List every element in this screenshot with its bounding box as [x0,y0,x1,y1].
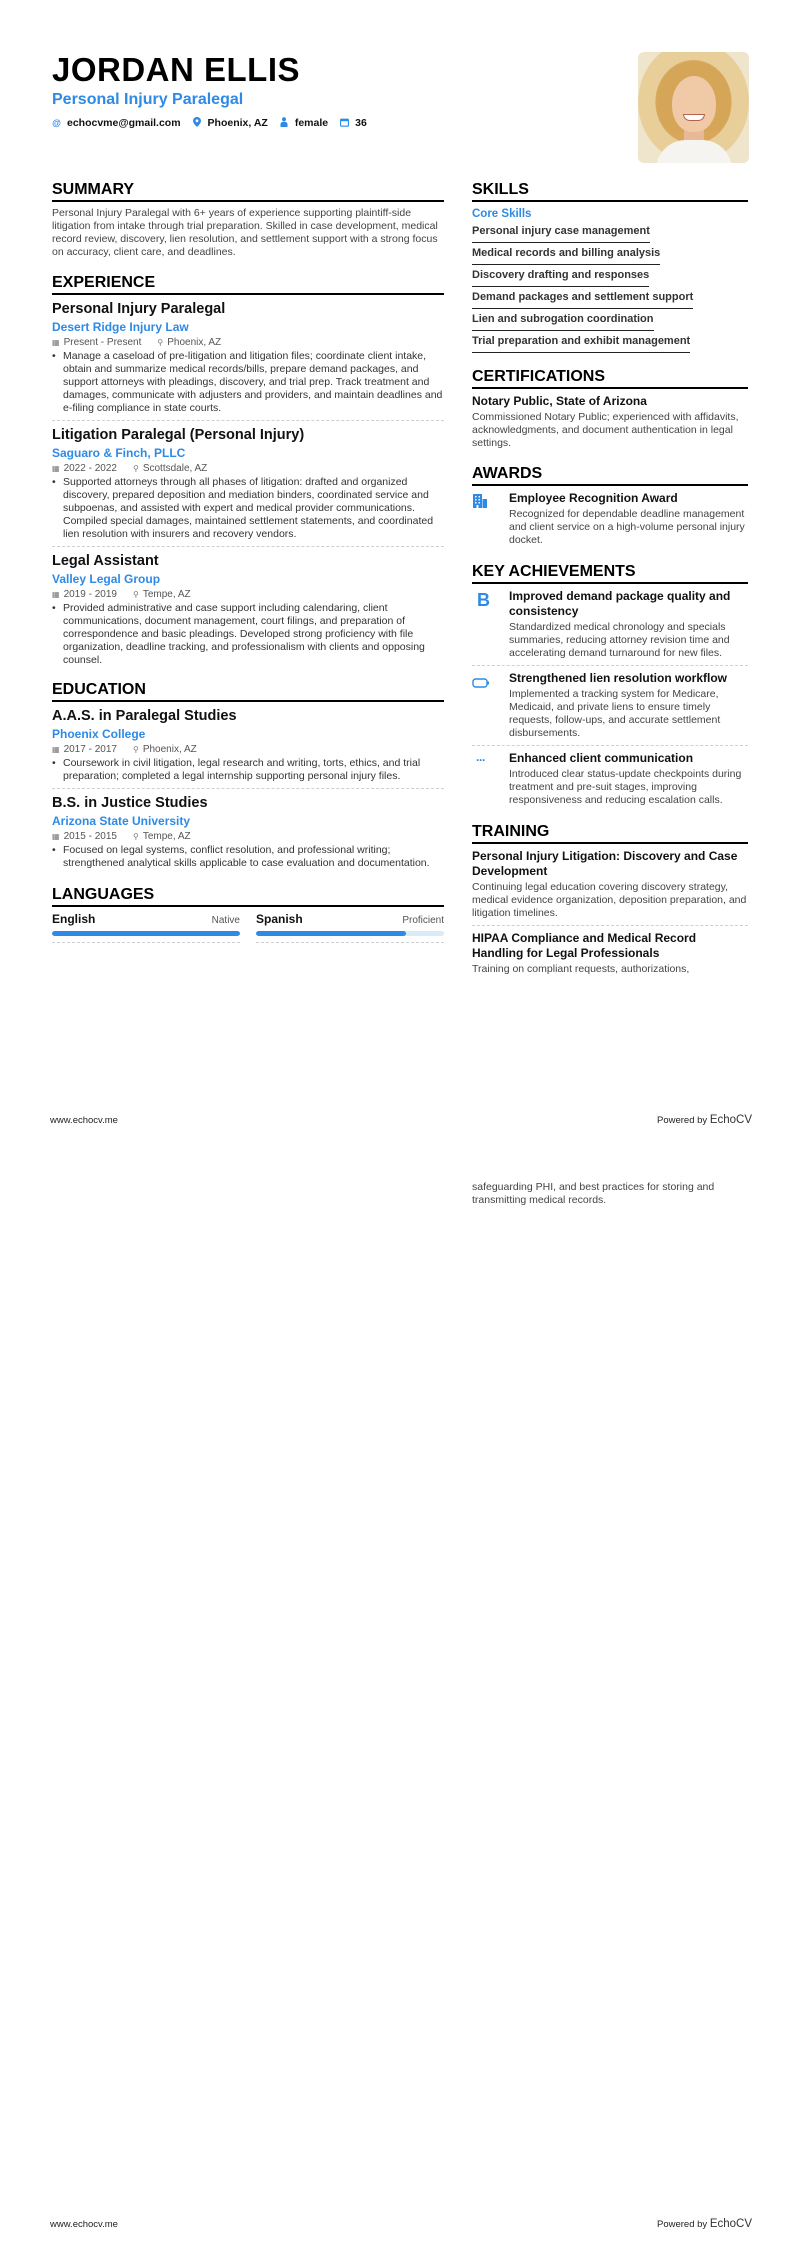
skills-heading: SKILLS [472,180,748,202]
location-pin-icon: ⚲ [157,338,164,347]
page-footer [50,2218,752,2230]
achievement-entry [472,671,748,746]
candidate-name: JORDAN ELLIS [52,51,301,88]
training-entry [472,931,748,981]
summary-text: Personal Injury Paralegal with 6+ years of experience supporting plaintiff-side litigation from intake through trial preparation. Skilled in case development, medical record review, discovery, lien resolution, and settlement support with a strong focus on accuracy, client care, and deadlines. [52,207,438,258]
language-proficiency-fill [256,931,406,936]
training-section [472,822,748,981]
contact-location-value: Phoenix, AZ [207,117,268,129]
job-location-value: Tempe, AZ [142,589,191,600]
education-entry [52,707,444,789]
candidate-title: Personal Injury Paralegal [52,91,244,108]
language-item [256,912,444,943]
language-level: Native [211,915,240,926]
education-meta [52,830,444,843]
achievement-content [509,751,748,807]
training-description: Continuing legal education covering discovery strategy, medical evidence organization, deposition preparation, and litigation timelines. [472,881,747,919]
ellipsis-icon: ··· [476,753,485,767]
education-bullet-text: Focused on legal systems, conflict resolution, and professional writing; strengthened analytical skills applicable to case evaluation and documentation. [63,844,430,869]
job-bullet [52,602,444,667]
job-location-value: Scottsdale, AZ [142,463,208,474]
right-column [472,180,748,986]
education-location-value: Tempe, AZ [142,831,191,842]
bullet-dot: • [52,476,56,488]
job-dates: 2022 - 2022 [63,463,117,474]
footer-powered-label: Powered by [657,1115,708,1126]
education-dates: 2015 - 2015 [63,831,117,842]
calendar-icon [340,118,349,129]
calendar-icon: ▦ [52,745,60,754]
achievements-heading: KEY ACHIEVEMENTS [472,562,748,584]
summary-heading: SUMMARY [52,180,444,202]
achievement-description: Standardized medical chronology and specials summaries, reducing attorney revision time and accelerating demand turnaround for new files. [509,621,730,659]
job-dates: Present - Present [63,337,142,348]
skill-item: Lien and subrogation coordination [472,309,654,331]
footer-powered-label: Powered by [657,2219,708,2230]
summary-section [52,180,444,259]
calendar-icon: ▦ [52,590,60,599]
company-name: Desert Ridge Injury Law [52,320,189,334]
education-bullet-text: Coursework in civil litigation, legal research and writing, torts, ethics, and trial preparation; completed a legal internship supporting personal injury files. [63,757,421,782]
job-bullet [52,350,444,415]
calendar-icon: ▦ [52,464,60,473]
achievement-entry [472,589,748,666]
photo-smile [683,114,705,121]
experience-section [52,273,444,672]
school-name: Phoenix College [52,727,146,741]
language-name: English [52,912,96,926]
job-location-value: Phoenix, AZ [167,337,222,348]
footer-brand[interactable]: EchoCV [709,2218,752,2230]
languages-section [52,885,444,943]
skill-item: Demand packages and settlement support [472,287,693,309]
achievement-content [509,589,748,660]
left-column [52,180,444,943]
education-dates: 2017 - 2017 [63,744,117,755]
bullet-dot: • [52,350,56,362]
achievement-content [509,671,748,740]
certification-title: Notary Public, State of Arizona [472,394,647,408]
training-entry [472,849,748,926]
resume-page-2 [0,1123,794,2246]
education-meta [52,743,444,756]
certification-entry [472,394,748,450]
contact-row [52,117,612,129]
certification-description: Commissioned Notary Public; experienced with affidavits, acknowledgments, and document authentication in legal settings. [472,411,739,449]
job-bullet-text: Supported attorneys through all phases of litigation: drafted and organized discovery, prepared deposition and mediation binders, coordinated service and subpoenas, and assisted with expert and medical provider communications. Compiled special damages, maintained settlement statements, and coordinated lien resolution with insurers and recovery vendors. [63,476,434,540]
achievement-description: Implemented a tracking system for Medicare, Medicaid, and private liens to ensure timely requests, follow-ups, and accurate settlement disbursements. [509,688,721,739]
job-meta [52,462,444,475]
skill-item: Trial preparation and exhibit management [472,331,690,353]
training-heading: TRAINING [472,822,748,844]
education-section [52,680,444,875]
education-location [133,830,191,843]
degree-title: B.S. in Justice Studies [52,795,208,811]
skills-section [472,180,748,353]
achievements-section [472,562,748,812]
education-location-value: Phoenix, AZ [142,744,197,755]
awards-heading: AWARDS [472,464,748,486]
job-title: Litigation Paralegal (Personal Injury) [52,427,305,443]
job-meta [52,588,444,601]
contact-email[interactable] [52,117,181,129]
experience-entry [52,552,444,672]
award-title: Employee Recognition Award [509,491,678,505]
contact-gender-value: female [294,117,329,129]
bullet-dot: • [52,844,56,856]
bullet-dot: • [52,602,56,614]
location-pin-icon: ⚲ [132,832,139,841]
job-location [157,336,221,349]
achievement-title: Strengthened lien resolution workflow [509,671,728,685]
language-proficiency-bar [52,931,240,936]
experience-heading: EXPERIENCE [52,273,444,295]
right-column-continued [472,1181,748,1207]
location-pin-icon: ⚲ [132,590,139,599]
award-entry [472,491,748,552]
training-description-part2: safeguarding PHI, and best practices for storing and transmitting medical records. [472,1181,715,1206]
footer-website-link[interactable]: www.echocv.me [50,2219,118,2230]
training-title: Personal Injury Litigation: Discovery and Case Development [472,849,738,878]
photo-coat [656,140,732,163]
footer-powered-by [657,2218,752,2230]
skill-item: Medical records and billing analysis [472,243,660,265]
education-heading: EDUCATION [52,680,444,702]
contact-email-value: echocvme@gmail.com [67,117,181,129]
language-proficiency-fill [52,931,240,936]
at-icon: @ [52,118,61,128]
location-pin-icon [193,117,202,129]
certifications-section [472,367,748,450]
language-proficiency-bar [256,931,444,936]
job-title: Personal Injury Paralegal [52,301,226,317]
bullet-dot: • [52,757,56,769]
footer-brand[interactable]: EchoCV [709,1114,752,1126]
calendar-icon: ▦ [52,832,60,841]
education-location [133,743,197,756]
experience-entry [52,426,444,547]
company-name: Saguaro & Finch, PLLC [52,446,186,460]
contact-location [193,117,268,129]
job-bullet-text: Provided administrative and case support including calendaring, client communications, document management, court filings, and preparation of correspondence and basic pleadings. Developed strong proficiency with file organization, deadline tracking, and professionalism with clients and opposing counsel. [63,602,425,666]
languages-list [52,912,444,943]
job-dates: 2019 - 2019 [63,589,117,600]
award-description: Recognized for dependable deadline management and client service on a high-volume personal injury docket. [509,508,745,546]
achievement-title: Enhanced client communication [509,751,694,765]
language-header [256,912,444,926]
job-title: Legal Assistant [52,553,159,569]
education-bullet [52,844,444,870]
contact-gender [280,117,328,129]
achievement-entry [472,751,748,812]
skills-subheading: Core Skills [472,208,532,220]
training-title: HIPAA Compliance and Medical Record Handling for Legal Professionals [472,931,697,960]
degree-title: A.A.S. in Paralegal Studies [52,708,237,724]
job-location [133,462,207,475]
language-header [52,912,240,926]
languages-heading: LANGUAGES [52,885,444,907]
job-location [133,588,191,601]
awards-section [472,464,748,552]
photo-face [672,76,716,132]
training-description-part1: Training on compliant requests, authorizations, [472,963,690,975]
education-entry [52,794,444,875]
location-pin-icon: ⚲ [132,464,139,473]
letter-b-icon: B [477,590,490,610]
certifications-heading: CERTIFICATIONS [472,367,748,389]
resume-header [52,52,612,129]
school-name: Arizona State University [52,814,191,828]
contact-age-value: 36 [355,117,367,129]
language-item [52,912,240,943]
location-pin-icon: ⚲ [132,745,139,754]
building-icon [472,491,509,547]
language-name: Spanish [256,912,303,926]
contact-age [340,117,367,129]
experience-entry [52,300,444,421]
skill-item: Discovery drafting and responses [472,265,649,287]
job-bullet [52,476,444,541]
achievement-title: Improved demand package quality and consistency [509,589,731,618]
job-bullet-text: Manage a caseload of pre-litigation and litigation files; coordinate client intake, obtain and summarize medical records/bills, prepare demand packages, and support attorneys with pleadings, discovery, and trial prep. Track treatment and damages, communicate with adjusters and providers, and maintain deadlines and e-filing compliance in state courts. [63,350,443,414]
award-content [509,491,748,547]
calendar-icon: ▦ [52,338,60,347]
education-bullet [52,757,444,783]
footer-website-link[interactable]: www.echocv.me [50,1115,118,1126]
person-icon [280,117,289,129]
language-level: Proficient [402,915,444,926]
battery-icon [472,671,509,740]
achievement-description: Introduced clear status-update checkpoints during treatment and pre-suit stages, improving responsiveness and reducing escalation calls. [509,768,742,806]
job-meta [52,336,444,349]
company-name: Valley Legal Group [52,572,161,586]
skill-item: Personal injury case management [472,221,650,243]
profile-photo [638,52,749,163]
